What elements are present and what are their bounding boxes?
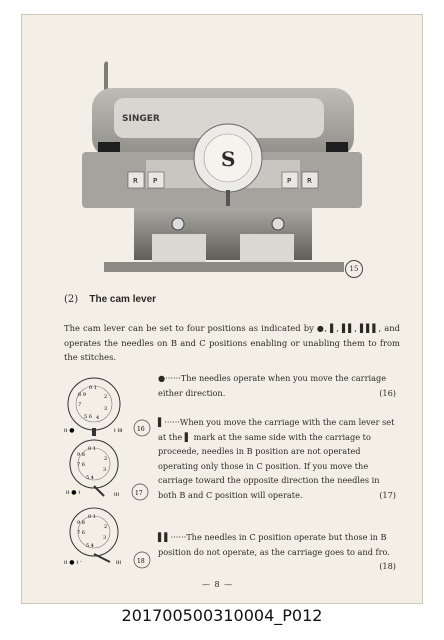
svg-text:0 1: 0 1 [89,385,97,391]
svg-text:7 6: 7 6 [77,530,85,536]
cam-position-one-bar: ▌······When you move the carriage with the cam lever set at the ▌ mark at the same side with the carriage to proceede, needles in B position are not operated operating only those in C position. If you move the carriage toward the opposite direction the needles in both B and C position will operate. (17) [158,415,396,502]
figure-ref: (16) [379,387,396,398]
svg-text:3: 3 [103,467,107,473]
svg-text:3: 3 [104,406,108,412]
svg-text:R: R [307,177,312,185]
svg-text:2: 2 [104,456,108,462]
svg-text:0 1: 0 1 [88,446,96,452]
svg-text:0 1: 0 1 [88,514,96,520]
svg-text:5 6: 5 6 [84,414,92,420]
svg-text:8 9: 8 9 [78,392,86,398]
svg-text:ıı ●: ıı ● [64,427,75,434]
svg-text:9 8: 9 8 [77,520,85,526]
svg-text:3: 3 [103,535,107,541]
svg-text:5 4: 5 4 [86,543,94,549]
svg-text:2: 2 [104,524,108,530]
section-title: The cam lever [89,294,157,305]
svg-text:7 6: 7 6 [77,462,85,468]
svg-text:5 4: 5 4 [86,475,94,481]
brand-label: SINGER [122,114,160,124]
svg-text:ı ııı: ı ııı [114,427,123,434]
figure-number-15: 15 [345,260,363,278]
cam-position-dot: ●······The needles operate when you move the carriage either direction. (16) [158,371,396,400]
position-description: The needles operate when you move the carriage either direction. [158,373,387,398]
svg-text:R: R [133,177,138,185]
position-description: When you move the carriage with the cam lever set at the ▌ mark at the same side with the carriage to proceede, needles in B position are not operated operating only those in C position. If you move the carriage toward the opposite direction the needles in both B and C position will operate. [158,417,395,500]
svg-text:P: P [153,177,158,185]
figure-ref: (17) [379,489,396,500]
cam-dial-diagram-18 [60,506,152,570]
svg-text:4: 4 [96,415,100,421]
position-symbol: ● [158,373,166,383]
position-symbol: ▌▌ [158,532,171,542]
cam-position-two-bar: ▌▌······The needles in C position operate but those in B position do not operate, as the carriage goes to and fro. (18) [158,530,396,574]
svg-text:ııı: ııı [116,559,122,566]
cam-dial-diagram-16 [60,374,152,438]
svg-text:ııı: ııı [114,491,120,498]
figure-number-17: 17 [135,490,143,497]
cam-dial-diagram-17 [60,438,152,502]
one-bar-symbol: ▌ [330,324,337,333]
svg-text:P: P [287,177,292,185]
three-bar-symbol: ▌▌▌ [360,324,379,333]
dial-logo: S [221,147,236,171]
two-bar-symbol: ▌▌ [341,324,355,333]
archive-caption: 201700500310004_P012 [121,606,323,625]
figure-number-18: 18 [137,558,145,565]
figure-ref: (18) [379,561,396,571]
svg-text:2: 2 [104,394,108,400]
svg-text:7: 7 [78,402,82,408]
section-number: (2) [64,294,79,305]
intro-paragraph: The cam lever can be set to four positions as indicated by ●, ▌, ▌▌, ▌▌▌, and operates the needles on B and C positions enabling or unabling them to from the stitches. [64,323,400,362]
page-number: — 8 — [202,580,234,589]
position-symbol: ▌ [158,417,165,427]
svg-text:9 8: 9 8 [77,452,85,458]
section-heading [64,294,156,305]
position-description: The needles in C position operate but those in B position do not operate, as the carriage goes to and fro. [158,532,390,557]
svg-text:ıı ● ı: ıı ● ı [66,489,81,496]
knitting-machine-photo [74,58,372,290]
dot-symbol: ● [316,324,325,333]
figure-number-16: 16 [137,426,145,433]
svg-text:ıı ● ı ·: ıı ● ı · [64,559,82,566]
